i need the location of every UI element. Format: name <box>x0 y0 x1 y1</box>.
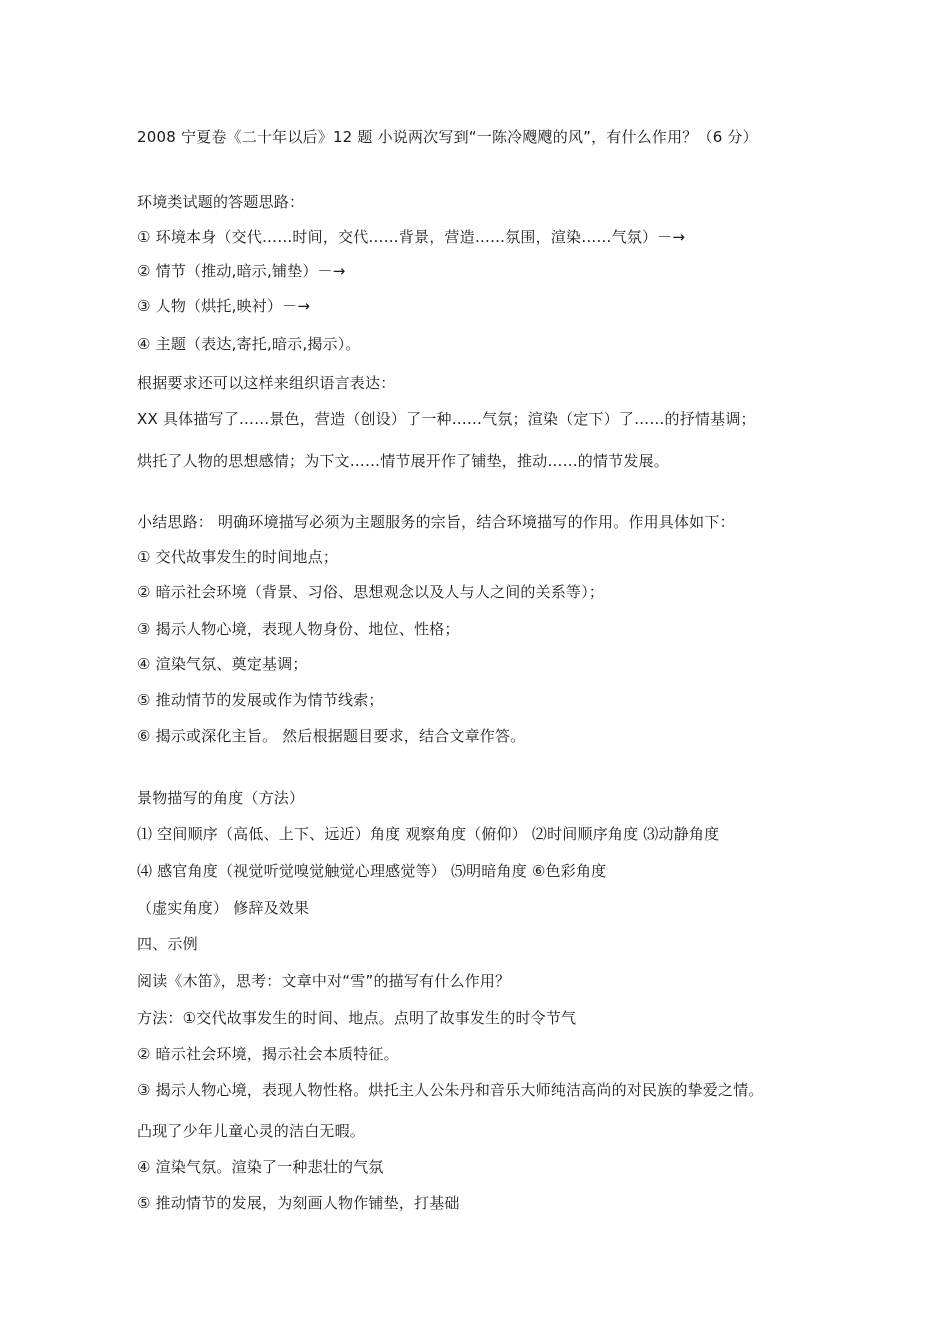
summary-point: ⑥ 揭示或深化主旨。 然后根据题目要求，结合文章作答。 <box>137 727 526 745</box>
env-point: ④ 主题（表达,寄托,暗示,揭示）。 <box>137 335 361 353</box>
summary-point: ④ 渲染气氛、奠定基调； <box>137 655 308 673</box>
summary-point: ② 暗示社会环境（背景、习俗、思想观念以及人与人之间的关系等）； <box>137 583 605 601</box>
example-question: 阅读《木笛》，思考：文章中对“雪”的描写有什么作用？ <box>137 972 511 990</box>
angle-heading: 景物描写的角度（方法） <box>137 789 305 807</box>
example-line: ② 暗示社会环境，揭示社会本质特征。 <box>137 1045 399 1063</box>
env-point: ① 环境本身（交代……时间，交代……背景，营造……氛围，渲染……气氛）－→ <box>137 228 686 246</box>
organize-line: 烘托了人物的思想感情；为下文……情节展开作了铺垫，推动……的情节发展。 <box>137 452 670 470</box>
example-line: 方法：①交代故事发生的时间、地点。点明了故事发生的时令节气 <box>137 1009 577 1027</box>
question-line: 2008 宁夏卷《二十年以后》12 题 小说两次写到“一陈冷飕飕的风”，有什么作用？（6 分） <box>137 128 758 146</box>
angle-line: ⑴ 空间顺序（高低、上下、远近）角度 观察角度（俯仰） ⑵时间顺序角度 ⑶动静角度 <box>137 825 720 843</box>
env-point: ② 情节（推动,暗示,铺垫）－→ <box>137 262 346 280</box>
organize-intro: 根据要求还可以这样来组织语言表达： <box>137 374 396 392</box>
env-heading: 环境类试题的答题思路： <box>137 193 305 211</box>
example-line: ④ 渲染气氛。渲染了一种悲壮的气氛 <box>137 1158 384 1176</box>
angle-line: （虚实角度） 修辞及效果 <box>137 899 310 917</box>
example-line: 凸现了少年儿童心灵的洁白无暇。 <box>137 1122 366 1140</box>
summary-heading: 小结思路： 明确环境描写必须为主题服务的宗旨，结合环境描写的作用。作用具体如下： <box>137 513 735 531</box>
summary-point: ③ 揭示人物心境，表现人物身份、地位、性格； <box>137 620 460 638</box>
example-heading: 四、示例 <box>137 935 198 953</box>
summary-point: ① 交代故事发生的时间地点； <box>137 548 339 566</box>
env-point: ③ 人物（烘托,映衬）－→ <box>137 297 311 315</box>
summary-point: ⑤ 推动情节的发展或作为情节线索； <box>137 691 384 709</box>
organize-line: XX 具体描写了……景色，营造（创设）了一种……气氛；渲染（定下）了……的抒情基调； <box>137 410 756 428</box>
example-line: ③ 揭示人物心境，表现人物性格。烘托主人公朱丹和音乐大师纯洁高尚的对民族的挚爱之情。 <box>137 1081 764 1099</box>
example-line: ⑤ 推动情节的发展，为刻画人物作铺垫，打基础 <box>137 1194 460 1212</box>
angle-line: ⑷ 感官角度（视觉听觉嗅觉触觉心理感觉等） ⑸明暗角度 ⑥色彩角度 <box>137 862 607 880</box>
